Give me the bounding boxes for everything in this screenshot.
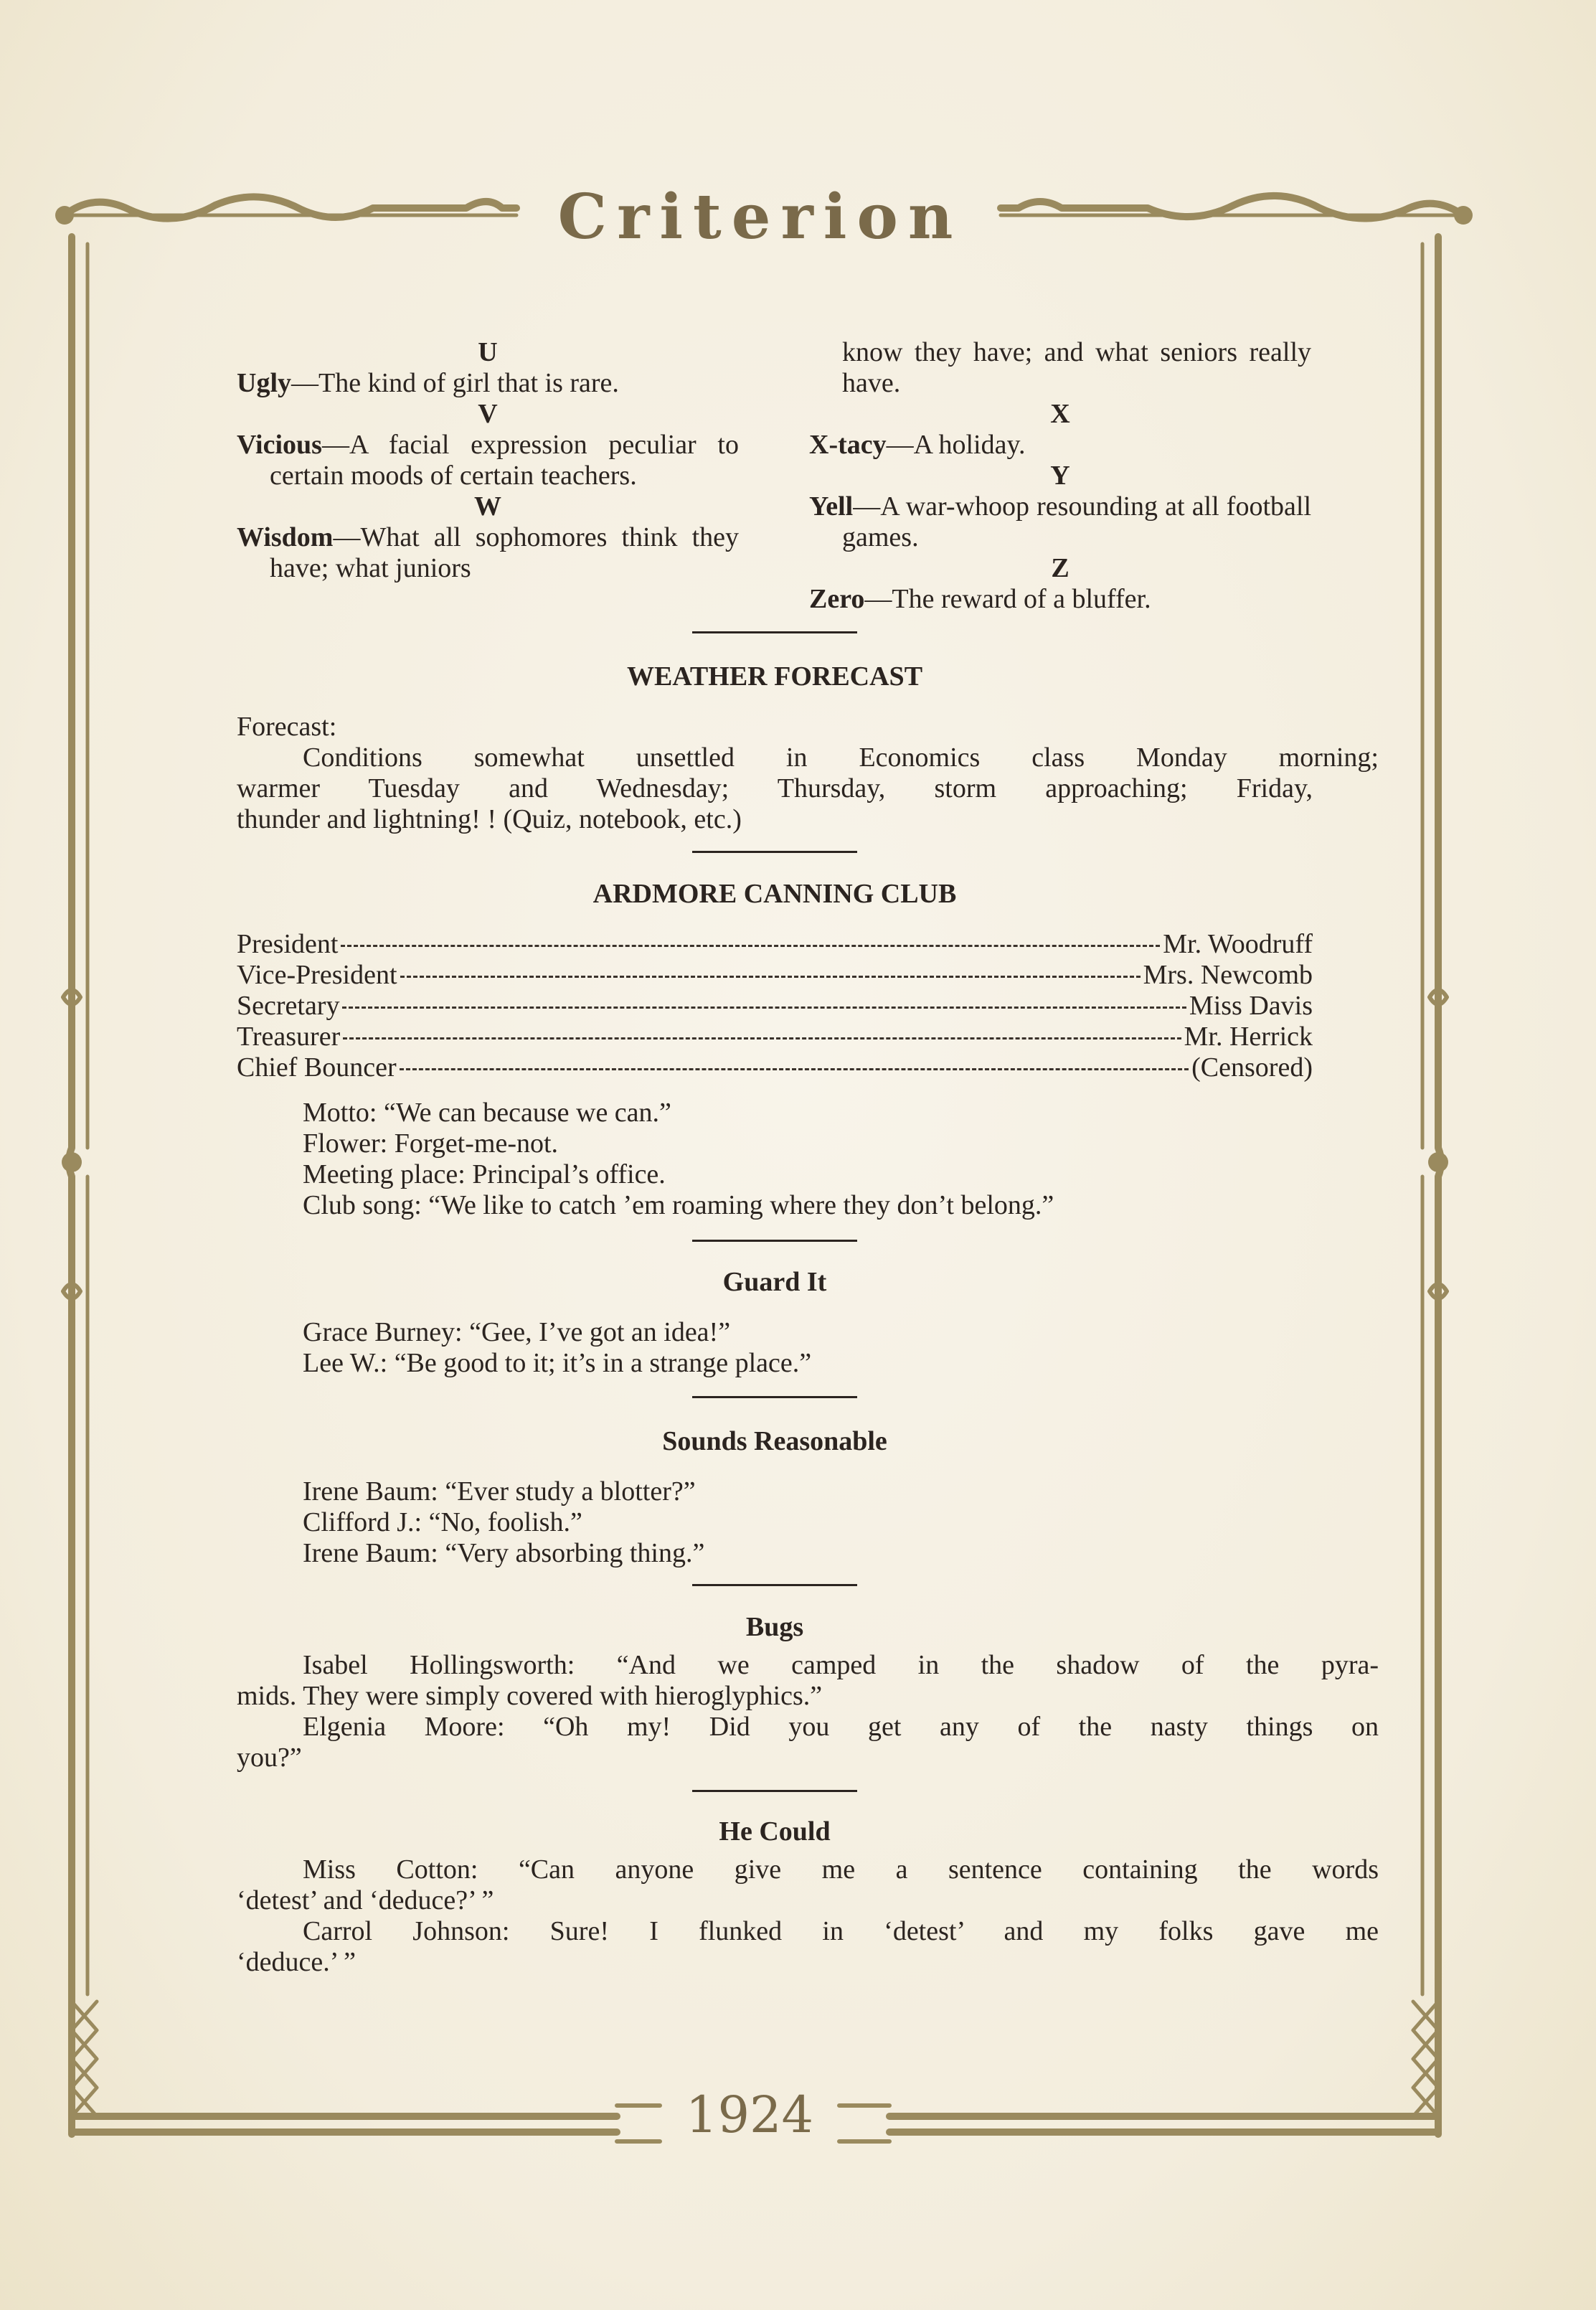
- left-border: [69, 237, 72, 1994]
- section-divider: [692, 1396, 857, 1398]
- joke-line: Carrol Johnson: Sure! I flunked in ‘detest’ and my folks gave me: [303, 1916, 1379, 1946]
- weather-line: Conditions somewhat unsettled in Economics class Monday morning;: [303, 742, 1379, 773]
- right-border: [1438, 237, 1441, 1994]
- glossary-definition: —A facial expression peculiar to certain moods of certain teachers.: [270, 430, 739, 491]
- glossary-term: Yell: [809, 491, 854, 522]
- officer-name: Mr. Woodruff: [1163, 929, 1313, 959]
- bottom-right-lattice: [1413, 2002, 1438, 2116]
- glossary-left-column: [237, 337, 739, 584]
- officer-role: Treasurer: [237, 1022, 341, 1052]
- officer-role: Vice-President: [237, 960, 397, 990]
- joke-heading: Bugs: [745, 1612, 804, 1642]
- officer-row: [237, 960, 1313, 991]
- club-meeting-place: Meeting place: Principal’s office.: [303, 1159, 666, 1189]
- officer-name: Mrs. Newcomb: [1143, 960, 1313, 990]
- officer-role: Chief Bouncer: [237, 1052, 397, 1083]
- joke-line: ‘deduce.’ ”: [237, 1947, 356, 1977]
- officer-row: [237, 1052, 1313, 1083]
- year-mark: 1924: [685, 2085, 814, 2144]
- section-divider: [692, 1584, 857, 1586]
- glossary-term: X-tacy: [809, 430, 887, 460]
- glossary-letter: X: [1050, 399, 1070, 429]
- joke-line: Irene Baum: “Ever study a blotter?”: [303, 1476, 696, 1507]
- glossary-definition: —A war-whoop resounding at all football games.: [842, 491, 1311, 552]
- club-heading: ARDMORE CANNING CLUB: [592, 879, 957, 909]
- glossary-definition: —The kind of girl that is rare.: [291, 368, 619, 398]
- glossary-letter: Z: [1051, 553, 1069, 583]
- glossary-term: Ugly: [237, 368, 291, 398]
- glossary-definition: —The reward of a bluffer.: [864, 584, 1151, 614]
- section-divider: [692, 1790, 857, 1792]
- glossary-term: Vicious: [237, 430, 322, 460]
- masthead-title: Criterion: [557, 181, 963, 253]
- officer-name: Mr. Herrick: [1184, 1022, 1313, 1052]
- joke-line: ‘detest’ and ‘deduce?’ ”: [237, 1885, 494, 1915]
- officer-row: [237, 991, 1313, 1022]
- officer-role: President: [237, 929, 339, 959]
- joke-line: Elgenia Moore: “Oh my! Did you get any of the nasty things on: [303, 1712, 1379, 1742]
- club-flower: Flower: Forget-me-not.: [303, 1128, 559, 1159]
- officer-role: Secretary: [237, 991, 340, 1021]
- glossary-letter: U: [478, 337, 498, 367]
- officer-name: Miss Davis: [1189, 991, 1313, 1021]
- glossary-definition: —What all sophomores think they have; what juniors: [270, 522, 739, 583]
- joke-line: Miss Cotton: “Can anyone give me a sentence containing the words: [303, 1854, 1379, 1885]
- joke-line: mids. They were simply covered with hieroglyphics.”: [237, 1681, 823, 1711]
- joke-heading: Sounds Reasonable: [662, 1426, 887, 1456]
- bottom-border: [72, 2116, 617, 2132]
- glossary-term: Zero: [809, 584, 865, 614]
- glossary-letter: W: [474, 491, 501, 522]
- section-divider: [692, 851, 857, 853]
- joke-heading: Guard It: [722, 1267, 827, 1297]
- joke-line: Clifford J.: “No, foolish.”: [303, 1507, 582, 1537]
- glossary-letter: Y: [1050, 461, 1070, 491]
- club-song: Club song: “We like to catch ’em roaming where they don’t belong.”: [303, 1190, 1054, 1220]
- section-divider: [692, 1240, 857, 1242]
- glossary-entry: [809, 584, 1311, 615]
- joke-line: you?”: [237, 1743, 302, 1773]
- glossary-entry: [237, 522, 739, 584]
- weather-label: Forecast:: [237, 712, 337, 742]
- glossary-entry: [237, 368, 739, 399]
- joke-line: Irene Baum: “Very absorbing thing.”: [303, 1538, 705, 1568]
- joke-line: Grace Burney: “Gee, I’ve got an idea!”: [303, 1317, 731, 1347]
- section-divider: [692, 631, 857, 633]
- officer-name: (Censored): [1191, 1052, 1313, 1083]
- officer-row: [237, 929, 1313, 960]
- glossary-entry: [237, 430, 739, 491]
- weather-heading: WEATHER FORECAST: [626, 661, 923, 692]
- joke-heading: He Could: [719, 1816, 831, 1847]
- glossary-definition: —A holiday.: [886, 430, 1026, 460]
- bottom-left-lattice: [72, 2002, 97, 2116]
- weather-line: thunder and lightning! ! (Quiz, notebook, etc.): [237, 804, 742, 834]
- joke-line: Lee W.: “Be good to it; it’s in a strange place.”: [303, 1348, 812, 1378]
- glossary-letter: V: [478, 399, 498, 429]
- glossary-term: Wisdom: [237, 522, 334, 552]
- joke-line: Isabel Hollingsworth: “And we camped in the shadow of the pyra-: [303, 1650, 1379, 1680]
- weather-line: warmer Tuesday and Wednesday; Thursday, storm approaching; Friday,: [237, 773, 1313, 803]
- glossary-right-column: [809, 337, 1311, 615]
- officer-row: [237, 1022, 1313, 1052]
- glossary-continuation: know they have; and what seniors really have.: [842, 337, 1311, 398]
- club-motto: Motto: “We can because we can.”: [303, 1098, 671, 1128]
- glossary-entry: [809, 430, 1311, 461]
- glossary-entry: [809, 491, 1311, 553]
